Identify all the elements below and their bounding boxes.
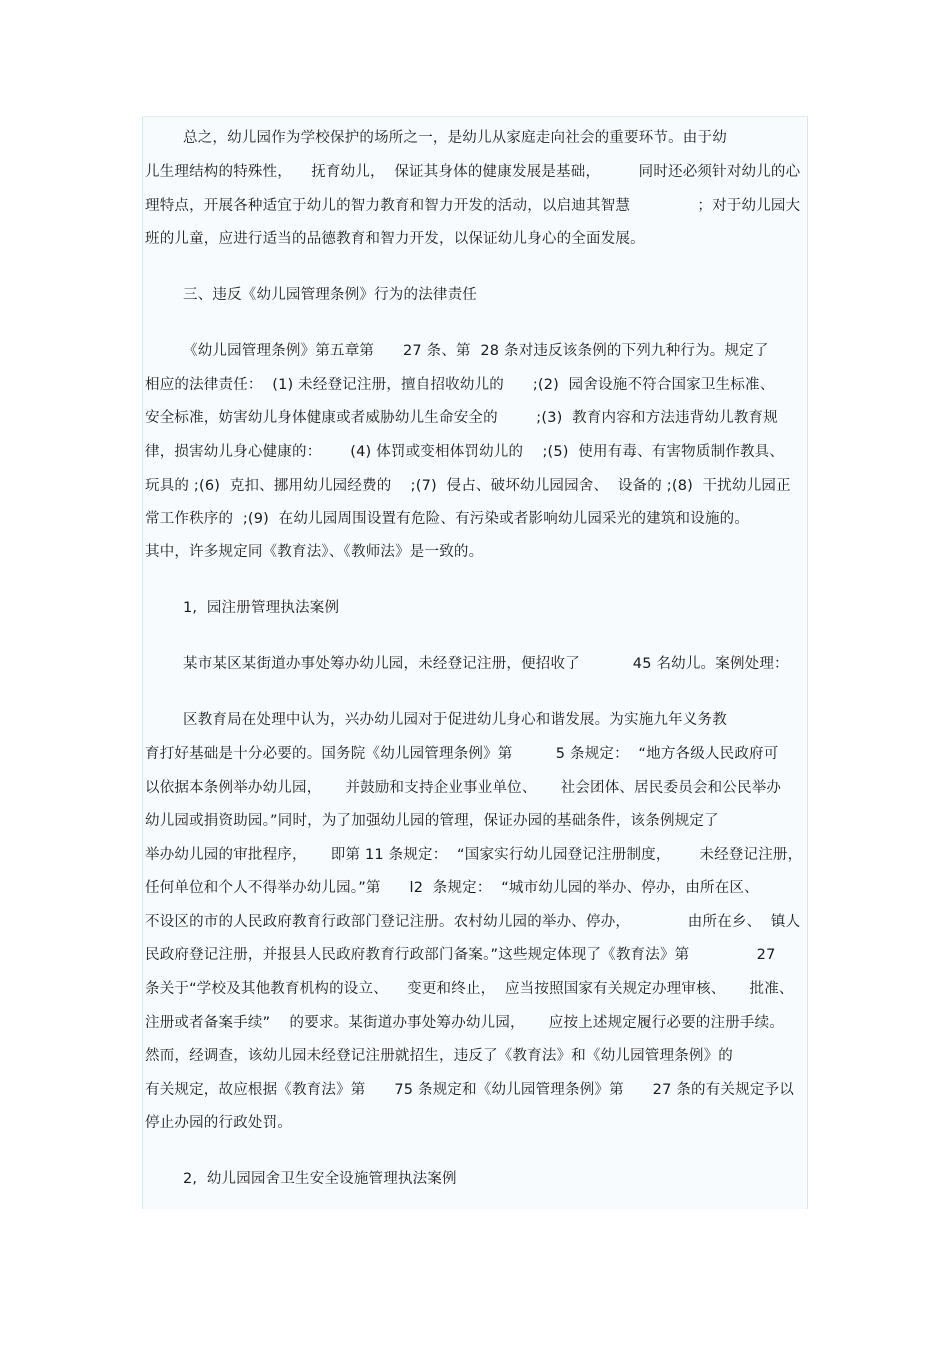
paragraph-line: 注册或者备案手续” 的要求。某街道办事处筹办幼儿园， 应按上述规定履行必要的注册手续。 — [145, 1015, 784, 1031]
paragraph-line: 玩具的 ;(6) 克扣、挪用幼儿园经费的 ;(7) 侵占、破坏幼儿园园舍、 设备的 ;(8) 干扰幼儿园正 — [145, 478, 791, 494]
paragraph-line: 举办幼儿园的审批程序， 即第 11 条规定： “国家实行幼儿园登记注册制度， 未经登记注册， — [145, 847, 803, 863]
case-heading: 2, 幼儿园园舍卫生安全设施管理执法案例 — [183, 1171, 457, 1187]
paragraph-line: 相应的法律责任： (1) 未经登记注册，擅自招收幼儿的 ;(2) 园舍设施不符合国家卫生标准、 — [145, 377, 775, 393]
paragraph-line: 其中，许多规定同《教育法》、《教师法》是一致的。 — [145, 544, 484, 560]
paragraph-line: 某市某区某街道办事处筹办幼儿园，未经登记注册，便招收了 45 名幼儿。案例处理： — [183, 656, 789, 672]
paragraph-line: 停止办园的行政处罚。 — [145, 1115, 292, 1131]
paragraph-line: 理特点，开展各种适宜于幼儿的智力教育和智力开发的活动，以启迪其智慧 ；对于幼儿园大 — [145, 198, 801, 214]
paragraph-line: 育打好基础是十分必要的。国务院《幼儿园管理条例》第 5 条规定： “地方各级人民政府可 — [145, 746, 779, 762]
case-heading: 1, 园注册管理执法案例 — [183, 600, 340, 616]
paragraph-line: 常工作秩序的 ;(9) 在幼儿园周围设置有危险、有污染或者影响幼儿园采光的建筑和设施的。 — [145, 511, 750, 527]
paragraph-line: 以依据本条例举办幼儿园， 并鼓励和支持企业事业单位、 社会团体、居民委员会和公民举办 — [145, 780, 782, 796]
paragraph-line: 总之，幼儿园作为学校保护的场所之一，是幼儿从家庭走向社会的重要环节。由于幼 — [183, 130, 727, 146]
paragraph-line: 区教育局在处理中认为，兴办幼儿园对于促进幼儿身心和谐发展。为实施九年义务教 — [183, 712, 727, 728]
paragraph-line: 律，损害幼儿身心健康的： (4) 体罚或变相体罚幼儿的 ;(5) 使用有毒、有害物质制作教具、 — [145, 444, 785, 460]
paragraph-line: 然而，经调查，该幼儿园未经登记注册就招生，违反了《教育法》和《幼儿园管理条例》的 — [145, 1048, 733, 1064]
paragraph-line: 《幼儿园管理条例》第五章第 27 条、第 28 条对违反该条例的下列九种行为。规定了 — [183, 343, 769, 359]
paragraph-line: 班的儿童，应进行适当的品德教育和智力开发，以保证幼儿身心的全面发展。 — [145, 231, 645, 247]
paragraph-line: 儿生理结构的特殊性， 抚育幼儿， 保证其身体的健康发展是基础， 同时还必须针对幼儿的心 — [145, 164, 801, 180]
paragraph-line: 有关规定，故应根据《教育法》第 75 条规定和《幼儿园管理条例》第 27 条的有关规定予以 — [145, 1082, 794, 1098]
section-heading: 三、违反《幼儿园管理条例》行为的法律责任 — [183, 287, 477, 303]
paragraph-line: 不设区的市的人民政府教育行政部门登记注册。农村幼儿园的举办、停办， 由所在乡、 镇人 — [145, 914, 801, 930]
paragraph-line: 任何单位和个人不得举办幼儿园。”第 l2 条规定： “城市幼儿园的举办、停办，由所在区、 — [145, 880, 759, 896]
paragraph-line: 条关于“学校及其他教育机构的设立、 变更和终止， 应当按照国家有关规定办理审核、 批准、 — [145, 981, 794, 997]
paragraph-line: 民政府登记注册，并报县人民政府教育行政部门备案。”这些规定体现了《教育法》第 27 — [145, 947, 776, 963]
paragraph-line: 幼儿园或捐资助园。”同时，为了加强幼儿园的管理，保证办园的基础条件，该条例规定了 — [145, 813, 719, 829]
paragraph-line: 安全标准，妨害幼儿身体健康或者威胁幼儿生命安全的 ;(3) 教育内容和方法违背幼儿教育规 — [145, 410, 778, 426]
